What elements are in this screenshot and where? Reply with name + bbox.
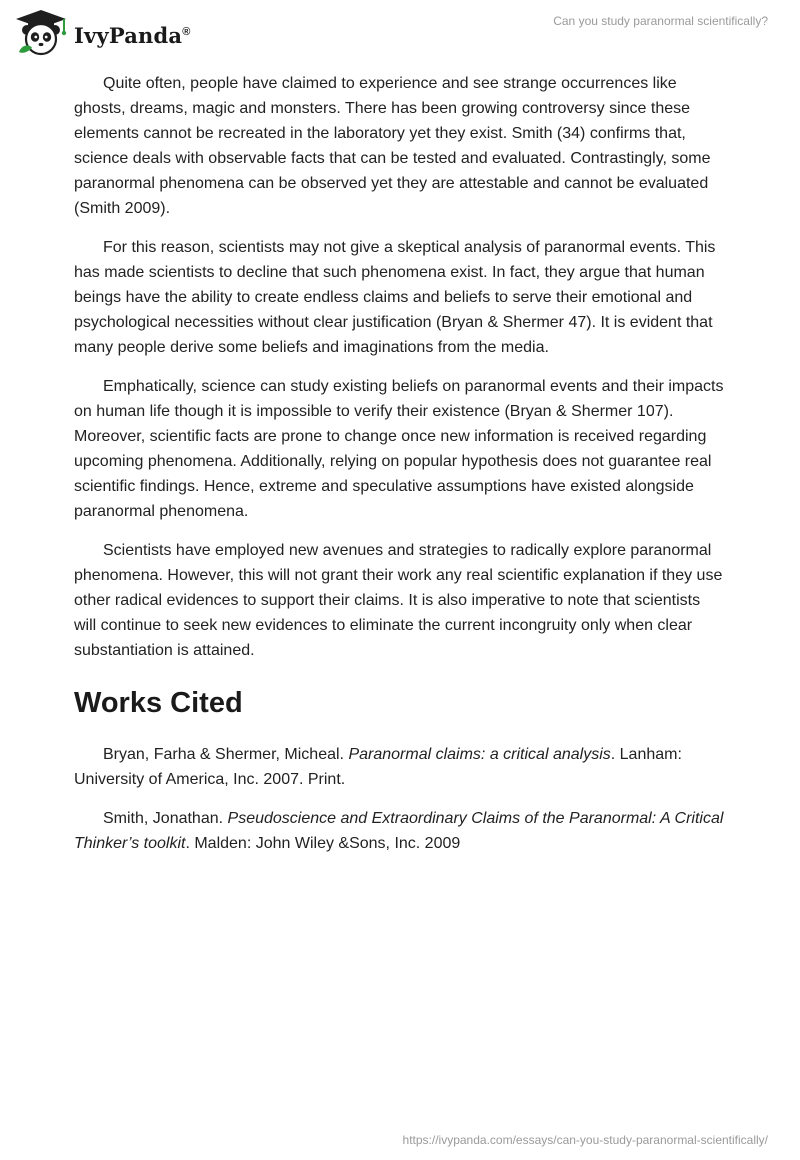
essay-paragraph: Emphatically, science can study existing beliefs on paranormal events and their impacts on human life though it is impossible to verify their existence (Bryan & Shermer 107). Moreover, scientific facts are prone to change once new information is received regarding upcoming phenomena. Additionally, relying on popular hypothesis does not guarantee real scientific findings. Hence, extreme and speculative assumptions have existed alongside paranormal phenomena. bbox=[74, 378, 724, 520]
panda-logo-icon bbox=[14, 8, 68, 56]
essay-paragraph: Scientists have employed new avenues and strategies to radically explore paranormal phenomena. However, this will not grant their work any real scientific explanation if they use other radical evidences to support their claims. It is also imperative to note that scientists will continue to seek new evidences to eliminate the current incongruity only when clear substantiation is attained. bbox=[74, 542, 723, 659]
source-url-link[interactable]: https://ivypanda.com/essays/can-you-study-paranormal-scientifically/ bbox=[402, 1133, 768, 1147]
page-title: Can you study paranormal scientifically? bbox=[553, 14, 768, 28]
citation-title: Paranormal claims: a critical analysis bbox=[348, 746, 611, 763]
citation-entry: Bryan, Farha & Shermer, Micheal. Paranormal claims: a critical analysis. Lanham: University of America, Inc. 2007. Print. bbox=[74, 746, 682, 788]
brand-name: IvyPanda® bbox=[74, 22, 191, 48]
works-cited-heading: Works Cited bbox=[74, 687, 243, 719]
essay-paragraph: Quite often, people have claimed to experience and see strange occurrences like ghosts, dreams, magic and monsters. There has been growing controversy since these elements cannot be recreated in the laboratory yet they exist. Smith (34) confirms that, science deals with observable facts that can be tested and evaluated. Contrastingly, some paranormal phenomena can be observed yet they are attestable and cannot be evaluated (Smith 2009). bbox=[74, 75, 711, 217]
citation-entry: Smith, Jonathan. Pseudoscience and Extraordinary Claims of the Paranormal: A Critical Thinker’s toolkit. Malden: John Wiley &Sons, Inc. 2009 bbox=[74, 810, 724, 852]
ivypanda-logo[interactable] bbox=[14, 8, 191, 56]
citation-title: Pseudoscience and Extraordinary Claims of the Paranormal: A Critical Thinker’s toolkit bbox=[74, 810, 724, 852]
essay-content bbox=[74, 71, 726, 870]
page-header bbox=[0, 0, 800, 62]
essay-paragraph: For this reason, scientists may not give a skeptical analysis of paranormal events. This has made scientists to decline that such phenomena exist. In fact, they argue that human beings have the ability to create endless claims and beliefs to serve their emotional and psychological necessities without clear justification (Bryan & Shermer 47). It is evident that many people derive some beliefs and imaginations from the media. bbox=[74, 239, 716, 356]
